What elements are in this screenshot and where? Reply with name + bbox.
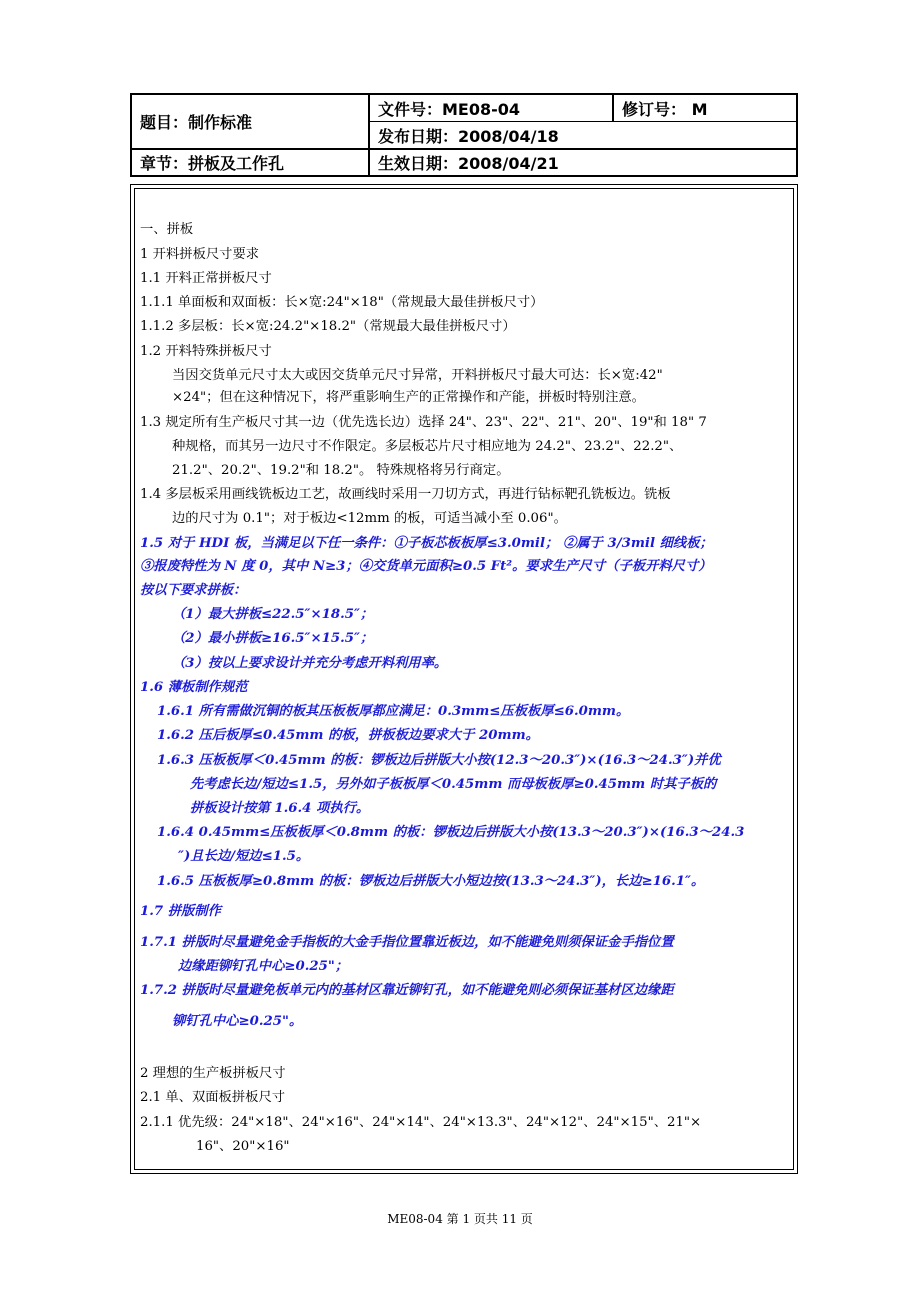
highlight-line: 1.6.4 0.45mm≤压板板厚＜0.8mm 的板：锣板边后拼版大小按(13.3～20.3″)×(16.3～24.3 <box>157 825 745 840</box>
highlight-line: 1.6.3 压板板厚＜0.45mm 的板：锣板边后拼版大小按(12.3～20.3″)×(16.3～24.3″)并优 <box>157 753 721 768</box>
doc-number: 文件号：ME08-04 <box>378 99 521 119</box>
highlight-line: 铆钉孔中心≥0.25"。 <box>172 1014 303 1029</box>
highlight-line: 先考虑长边/短边≤1.5，另外如子板板厚＜0.45mm 而母板板厚≥0.45mm 时其子板的 <box>190 777 717 792</box>
highlight-line: ③报废特性为 N 度 0，其中 N≥3；④交货单元面积≥0.5 Ft²。要求生产尺寸（子板开料尺寸） <box>140 559 712 574</box>
subsection-heading: 1.1 开料正常拼板尺寸 <box>140 271 272 286</box>
highlight-line: 1.6.1 所有需做沉铜的板其压板板厚都应满足：0.3mm≤压板板厚≤6.0mm。 <box>157 704 630 719</box>
highlight-line: 1.7.2 拼版时尽量避免板单元内的基材区靠近铆钉孔，如不能避免则必须保证基材区边缘距 <box>140 983 674 998</box>
highlight-line: 边缘距铆钉孔中心≥0.25"； <box>178 959 349 974</box>
subsection-heading: 1 开料拼板尺寸要求 <box>140 247 260 262</box>
chapter: 章节：拼板及工作孔 <box>140 154 285 173</box>
highlight-line: 按以下要求拼板： <box>140 583 247 598</box>
subsection-heading: 2.1 单、双面板拼板尺寸 <box>140 1090 286 1105</box>
doc-title: 题目：制作标准 <box>140 113 253 132</box>
paragraph-line: 1.3 规定所有生产板尺寸其一边（优先选长边）选择 24"、23"、22"、21"、20"、19"和 18" 7 <box>140 415 707 430</box>
highlight-line: 1.7.1 拼版时尽量避免金手指板的大金手指位置靠近板边，如不能避免则须保证金手指位置 <box>140 935 674 950</box>
paragraph-line: ×24"；但在这种情况下，将严重影响生产的正常操作和产能，拼板时特别注意。 <box>172 390 645 405</box>
highlight-line: （2）最小拼板≥16.5″×15.5″； <box>172 631 374 646</box>
paragraph-line: 1.1.2 多层板：长×宽:24.2"×18.2"（常规最大最佳拼板尺寸） <box>140 319 516 334</box>
paragraph-line: 21.2"、20.2"、19.2"和 18.2"。 特殊规格将另行商定。 <box>172 463 510 478</box>
paragraph-line: 边的尺寸为 0.1"；对于板边<12mm 的板，可适当减小至 0.06"。 <box>172 511 567 526</box>
highlight-line: ″)且长边/短边≤1.5。 <box>178 849 310 864</box>
highlight-line: 1.5 对于 HDI 板，当满足以下任一条件：①子板芯板板厚≤3.0mil； ②属于 3/3mil 细线板； <box>140 536 713 551</box>
subsection-heading: 2 理想的生产板拼板尺寸 <box>140 1066 286 1081</box>
revision-number: 修订号： M <box>622 99 708 119</box>
highlight-heading: 1.6 薄板制作规范 <box>140 680 248 695</box>
paragraph-line: 当因交货单元尺寸太大或因交货单元尺寸异常，开料拼板尺寸最大可达：长×宽:42" <box>172 368 663 383</box>
publish-date: 发布日期：2008/04/18 <box>378 126 559 146</box>
highlight-line: 1.6.2 压后板厚≤0.45mm 的板，拼板板边要求大于 20mm。 <box>157 728 539 743</box>
subsection-heading: 1.2 开料特殊拼板尺寸 <box>140 344 272 359</box>
highlight-line: （1）最大拼板≤22.5″×18.5″； <box>172 607 374 622</box>
paragraph-line: 1.1.1 单面板和双面板：长×宽:24"×18"（常规最大最佳拼板尺寸） <box>140 295 544 310</box>
effective-date: 生效日期：2008/04/21 <box>378 154 559 173</box>
paragraph-line: 16"、20"×16" <box>196 1139 290 1154</box>
paragraph-line: 1.4 多层板采用画线铣板边工艺，故画线时采用一刀切方式，再进行钻标靶孔铣板边。铣板 <box>140 487 671 502</box>
paragraph-line: 种规格，而其另一边尺寸不作限定。多层板芯片尺寸相应地为 24.2"、23.2"、22.2"、 <box>172 439 683 454</box>
section-heading: 一、拼板 <box>140 222 194 237</box>
page-footer: ME08-04 第 1 页共 11 页 <box>387 1212 533 1226</box>
highlight-line: （3）按以上要求设计并充分考虑开料利用率。 <box>172 656 448 671</box>
highlight-line: 1.6.5 压板板厚≥0.8mm 的板：锣板边后拼版大小短边按(13.3～24.3″)，长边≥16.1″。 <box>157 874 705 889</box>
paragraph-line: 2.1.1 优先级：24"×18"、24"×16"、24"×14"、24"×13.3"、24"×12"、24"×15"、21"× <box>140 1115 702 1130</box>
highlight-heading: 1.7 拼版制作 <box>140 904 221 919</box>
header-table <box>130 93 798 177</box>
highlight-line: 拼板设计按第 1.6.4 项执行。 <box>190 801 370 816</box>
